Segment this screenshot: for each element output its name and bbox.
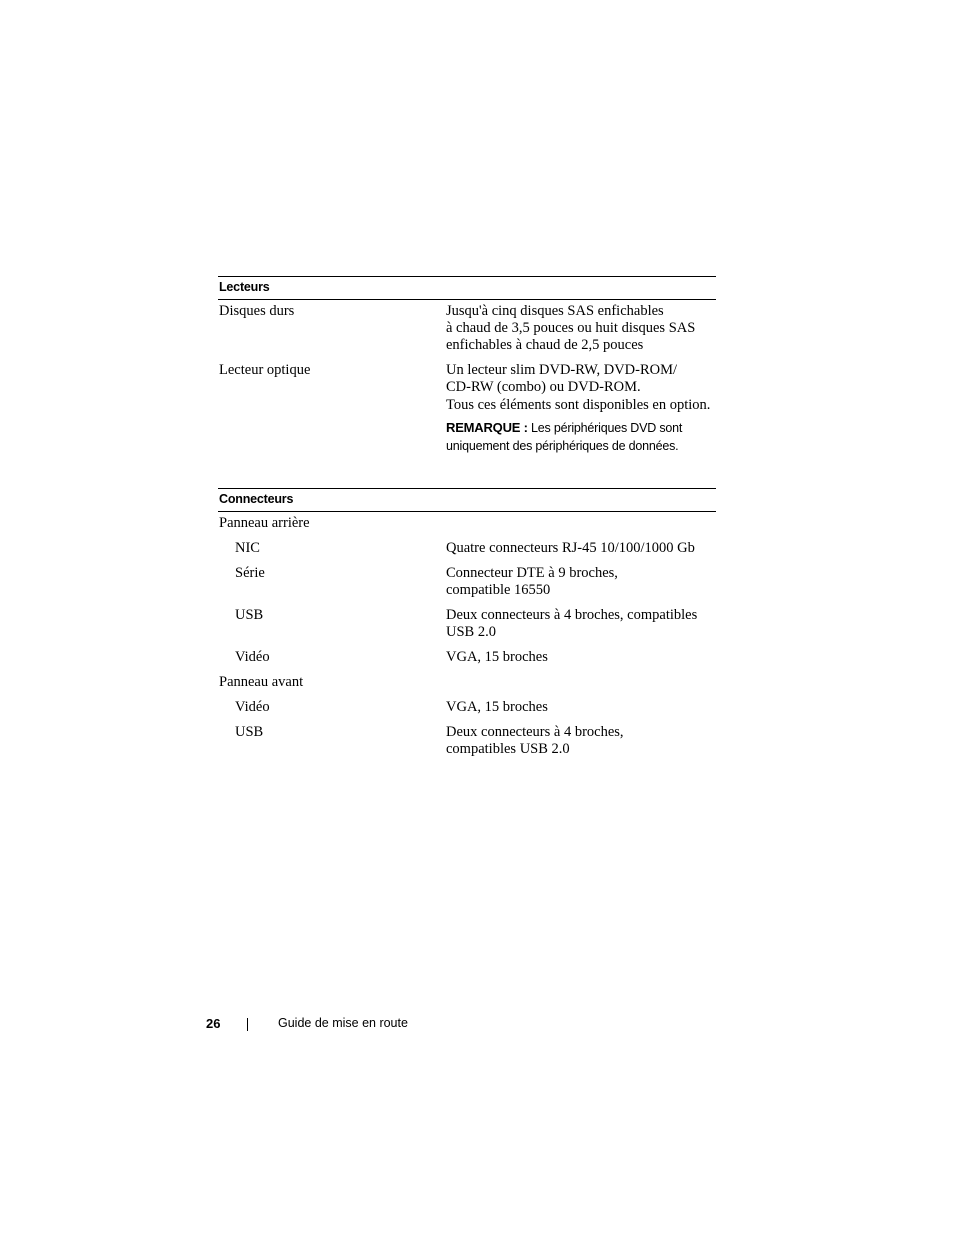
dvd-note-line-2 <box>446 437 678 455</box>
optical-drive-value-line-3: Tous ces éléments sont disponibles en option. <box>446 397 711 413</box>
connectors-header <box>218 488 716 512</box>
rear-panel-heading: Panneau arrière <box>219 515 310 531</box>
rear-video-label: Vidéo <box>235 649 270 665</box>
rear-usb-value-line-2: USB 2.0 <box>446 624 496 640</box>
rear-nic-value: Quatre connecteurs RJ-45 10/100/1000 Gb <box>446 540 695 556</box>
front-usb-value-line-2: compatibles USB 2.0 <box>446 741 570 757</box>
rear-serial-value-line-2: compatible 16550 <box>446 582 551 598</box>
rear-serial-value-line-1: Connecteur DTE à 9 broches, <box>446 565 618 581</box>
note-text-line-2: uniquement des périphériques de données. <box>446 439 679 453</box>
rear-serial-label: Série <box>235 565 265 581</box>
hard-disks-value-line-3: enfichables à chaud de 2,5 pouces <box>446 337 644 353</box>
rear-nic-label: NIC <box>235 540 260 556</box>
optical-drive-label: Lecteur optique <box>219 362 311 378</box>
note-label: REMARQUE : <box>446 420 528 435</box>
footer-separator <box>247 1018 248 1031</box>
hard-disks-value-line-2: à chaud de 3,5 pouces ou huit disques SAS <box>446 320 696 336</box>
rear-video-value: VGA, 15 broches <box>446 649 548 665</box>
drives-title: Lecteurs <box>219 280 270 294</box>
hard-disks-value-line-1: Jusqu'à cinq disques SAS enfichables <box>446 303 664 319</box>
drives-header <box>218 276 716 300</box>
drives-section <box>218 276 716 466</box>
connectors-section <box>218 488 716 768</box>
optical-drive-value-line-1: Un lecteur slim DVD-RW, DVD-ROM/ <box>446 362 678 378</box>
note-text-line-1: Les périphériques DVD sont <box>527 421 683 435</box>
front-usb-value-line-1: Deux connecteurs à 4 broches, <box>446 724 624 740</box>
rear-usb-value-line-1: Deux connecteurs à 4 broches, compatibles <box>446 607 698 623</box>
connectors-title: Connecteurs <box>219 492 294 506</box>
front-video-label: Vidéo <box>235 699 270 715</box>
front-usb-label: USB <box>235 724 264 740</box>
footer-title: Guide de mise en route <box>278 1016 408 1030</box>
hard-disks-label: Disques durs <box>219 303 295 319</box>
rear-usb-label: USB <box>235 607 264 623</box>
dvd-note <box>446 419 682 437</box>
front-video-value: VGA, 15 broches <box>446 699 548 715</box>
front-panel-heading: Panneau avant <box>219 674 304 690</box>
page-number: 26 <box>206 1016 221 1031</box>
optical-drive-value-line-2: CD-RW (combo) ou DVD-ROM. <box>446 379 641 395</box>
